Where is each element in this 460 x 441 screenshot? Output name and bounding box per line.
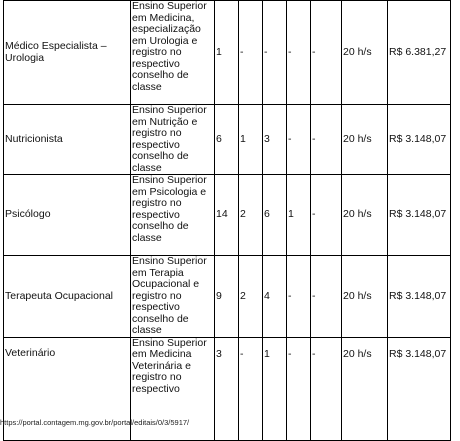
requisitos-cell: Ensino Superior em Medicina Veterinária e registro no respectivo bbox=[131, 337, 215, 440]
vagas-col3-cell: 1 bbox=[263, 337, 287, 440]
vagas-col2-cell: - bbox=[239, 1, 263, 105]
salario-cell: R$ 3.148,07 bbox=[388, 105, 451, 175]
requisitos-cell: Ensino Superior em Medicina, especialização em Urologia e registro no respectivo conselho de classe bbox=[131, 1, 215, 105]
salario-cell: R$ 3.148,07 bbox=[388, 337, 451, 440]
cargo-cell: Terapeuta Ocupacional bbox=[4, 256, 131, 338]
vagas-col5-cell: - bbox=[311, 1, 342, 105]
page-url-footer: https://portal.contagem.mg.gov.br/portal/editais/0/3/5917/ bbox=[0, 418, 190, 427]
vagas-col4-cell: - bbox=[287, 337, 311, 440]
requisitos-cell: Ensino Superior em Terapia Ocupacional e registro no respectivo conselho de classe bbox=[131, 256, 215, 338]
vagas-total-cell: 3 bbox=[215, 337, 239, 440]
vagas-col2-cell: 2 bbox=[239, 175, 263, 256]
vagas-total-cell: 9 bbox=[215, 256, 239, 338]
cargo-cell: Nutricionista bbox=[4, 105, 131, 175]
vagas-col3-cell: 3 bbox=[263, 105, 287, 175]
vagas-col5-cell: - bbox=[311, 175, 342, 256]
vacancies-table bbox=[3, 0, 451, 441]
table-row bbox=[4, 1, 451, 105]
vagas-total-cell: 6 bbox=[215, 105, 239, 175]
carga-horaria-cell: 20 h/s bbox=[342, 175, 388, 256]
cargo-cell: Médico Especialista – Urologia bbox=[4, 1, 131, 105]
salario-cell: R$ 3.148,07 bbox=[388, 175, 451, 256]
carga-horaria-cell: 20 h/s bbox=[342, 337, 388, 440]
vagas-col2-cell: 1 bbox=[239, 105, 263, 175]
vagas-col3-cell: 4 bbox=[263, 256, 287, 338]
vagas-total-cell: 1 bbox=[215, 1, 239, 105]
table-row bbox=[4, 105, 451, 175]
vagas-col4-cell: - bbox=[287, 105, 311, 175]
salario-cell: R$ 3.148,07 bbox=[388, 256, 451, 338]
vagas-col5-cell: - bbox=[311, 337, 342, 440]
vagas-col2-cell: 2 bbox=[239, 256, 263, 338]
table-row bbox=[4, 175, 451, 256]
vagas-col3-cell: 6 bbox=[263, 175, 287, 256]
table-row bbox=[4, 256, 451, 338]
salario-cell: R$ 6.381,27 bbox=[388, 1, 451, 105]
carga-horaria-cell: 20 h/s bbox=[342, 1, 388, 105]
vagas-col5-cell: - bbox=[311, 105, 342, 175]
carga-horaria-cell: 20 h/s bbox=[342, 256, 388, 338]
requisitos-cell: Ensino Superior em Psicologia e registro no respectivo conselho de classe bbox=[131, 175, 215, 256]
vagas-col2-cell: - bbox=[239, 337, 263, 440]
vagas-col4-cell: - bbox=[287, 1, 311, 105]
requisitos-cell: Ensino Superior em Nutrição e registro no respectivo conselho de classe bbox=[131, 105, 215, 175]
vagas-col4-cell: 1 bbox=[287, 175, 311, 256]
vagas-col3-cell: - bbox=[263, 1, 287, 105]
vagas-total-cell: 14 bbox=[215, 175, 239, 256]
carga-horaria-cell: 20 h/s bbox=[342, 105, 388, 175]
cargo-cell: Veterinário bbox=[4, 337, 131, 440]
vagas-col4-cell: - bbox=[287, 256, 311, 338]
vagas-col5-cell: - bbox=[311, 256, 342, 338]
cargo-cell: Psicólogo bbox=[4, 175, 131, 256]
